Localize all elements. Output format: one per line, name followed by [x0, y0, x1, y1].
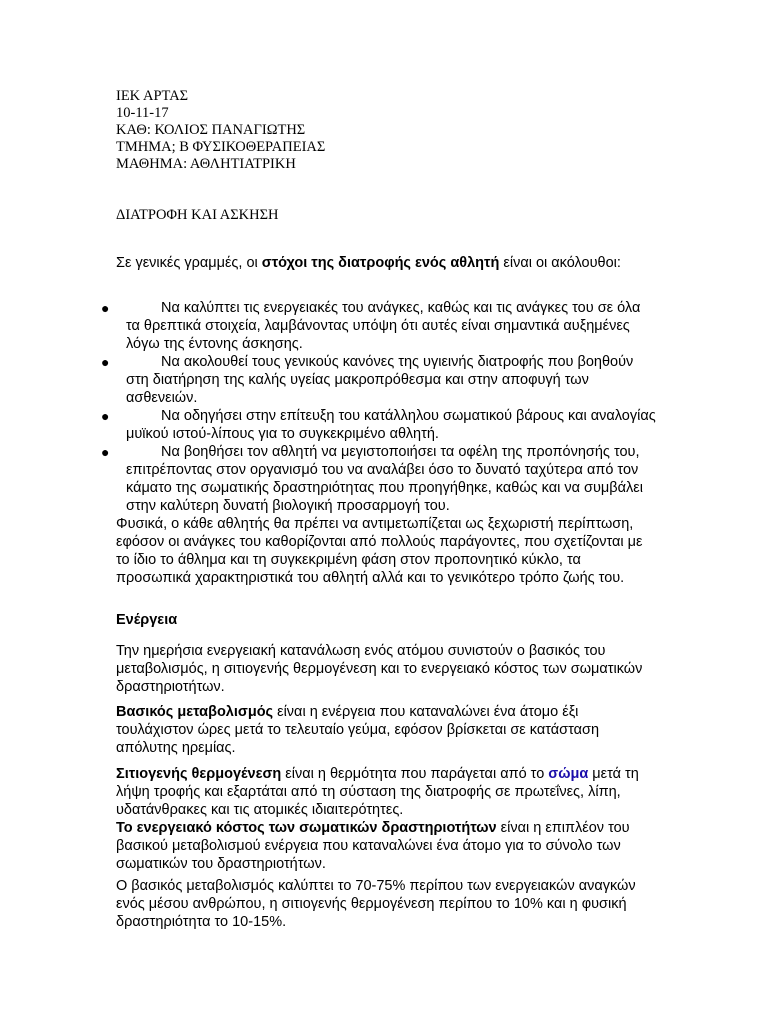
thermogenesis-text-1: είναι η θερμότητα που παράγεται από το — [281, 766, 549, 782]
bmr-paragraph — [116, 703, 656, 757]
list-item — [98, 407, 658, 443]
body-link[interactable]: σώμα — [548, 766, 589, 782]
goal-text: Να καλύπτει τις ενεργειακές του ανάγκες, καθώς και τις ανάγκες του σε όλα τα θρεπτικά στοιχεία, λαμβάνοντας υπόψη ότι αυτές είναι σημαντικά αυξημένες λόγω της έντονης άσκησης. — [126, 300, 641, 352]
bmr-text: είναι η ενέργεια που καταναλώνει ένα άτομο έξι τουλάχιστον ώρες μετά το τελευταίο γεύμα, εφόσον βρίσκεται σε κατάσταση απόλυτης ηρεμίας. — [116, 704, 600, 756]
header-course: ΜΑΘΗΜΑ: ΑΘΛΗΤΙΑΤΡΙΚΗ — [116, 156, 296, 172]
individual-note-paragraph: Φυσικά, ο κάθε αθλητής θα πρέπει να αντιμετωπίζεται ως ξεχωριστή περίπτωση, εφόσον οι ανάγκες του καθορίζονται από πολλούς παράγοντες, που σχετίζονται με το ίδιο το άθλημα και τη συγκεκριμένη φάση στον προπονητικό κύκλο, τα προσωπικά χαρακτηριστικά του αθλητή αλλά και το γενικότερο τρόπο ζωής του. — [116, 516, 643, 586]
energy-intro-paragraph: Την ημερήσια ενεργειακή κατανάλωση ενός ατόμου συνιστούν ο βασικός του μεταβολισμός, η σιτιογενής θερμογένεση και το ενεργειακό κόστος των σωματικών δραστηριοτήτων. — [116, 643, 643, 695]
document-header — [116, 88, 325, 173]
bullet-icon: ● — [101, 444, 110, 460]
goals-list — [98, 299, 658, 515]
list-item — [98, 353, 658, 407]
goal-text: Να οδηγήσει στην επίτευξη του κατάλληλου σωματικού βάρους και αναλογίας μυϊκού ιστού-λίπους για το συγκεκριμένο αθλητή. — [126, 408, 656, 442]
activity-cost-text: είναι η επιπλέον του βασικού μεταβολισμού ενέργεια που καταναλώνει ένα άτομο για το σύνολο των σωματικών του δραστηριοτήτων. — [116, 820, 630, 872]
list-item — [98, 299, 658, 353]
bmr-term: Βασικός μεταβολισμός — [116, 704, 274, 720]
list-item — [98, 443, 658, 515]
intro-bold-term: στόχοι της διατροφής ενός αθλητή — [261, 255, 500, 271]
bullet-icon: ● — [101, 354, 110, 370]
header-school: ΙΕΚ ΑΡΤΑΣ — [116, 88, 189, 104]
goal-text: Να βοηθήσει τον αθλητή να μεγιστοποιήσει τα οφέλη της προπόνησής του, επιτρέποντας στον οργανισμό του να αναλάβει όσο το δυνατό ταχύτερα από τον κάματο της σωματικής δραστηριότητας που προηγήθηκε, καθώς και να συμβάλει στην καλύτερη δυνατή βιολογική προσαρμογή του. — [126, 444, 643, 514]
intro-text-before: Σε γενικές γραμμές, οι — [116, 255, 262, 271]
thermogenesis-text-2: μετά τη λήψη τροφής και εξαρτάται από τη σύσταση της διατροφής σε πρωτεΐνες, λίπη, υδατάνθρακες και τις ατομικές ιδιαιτερότητες. — [116, 766, 639, 818]
bullet-icon: ● — [101, 300, 110, 316]
goal-text: Να ακολουθεί τους γενικούς κανόνες της υγιεινής διατροφής που βοηθούν στη διατήρηση της καλής υγείας μακροπρόθεσμα και στην αποφυγή των ασθενειών. — [126, 354, 634, 406]
thermogenesis-paragraph — [116, 765, 656, 873]
header-department: ΤΜΗΜΑ; Β ΦΥΣΙΚΟΘΕΡΑΠΕΙΑΣ — [116, 139, 326, 155]
thermogenesis-term: Σιτιογενής θερμογένεση — [116, 766, 282, 782]
intro-text-after: είναι οι ακόλουθοι: — [499, 255, 621, 271]
energy-heading: Ενέργεια — [116, 612, 178, 628]
intro-paragraph — [116, 254, 656, 272]
header-date: 10-11-17 — [116, 105, 169, 121]
page-title: ΔΙΑΤΡΟΦΗ ΚΑΙ ΑΣΚΗΣΗ — [116, 207, 279, 223]
percentages-paragraph: Ο βασικός μεταβολισμός καλύπτει το 70-75% περίπου των ενεργειακών αναγκών ενός μέσου ανθρώπου, η σιτιογενής θερμογένεση περίπου το 10% και η φυσική δραστηριότητα το 10-15%. — [116, 878, 636, 930]
header-teacher: ΚΑΘ: ΚΟΛΙΟΣ ΠΑΝΑΓΙΩΤΗΣ — [116, 122, 306, 138]
bullet-icon: ● — [101, 408, 110, 424]
activity-cost-term: Το ενεργειακό κόστος των σωματικών δραστηριοτήτων — [116, 820, 497, 836]
